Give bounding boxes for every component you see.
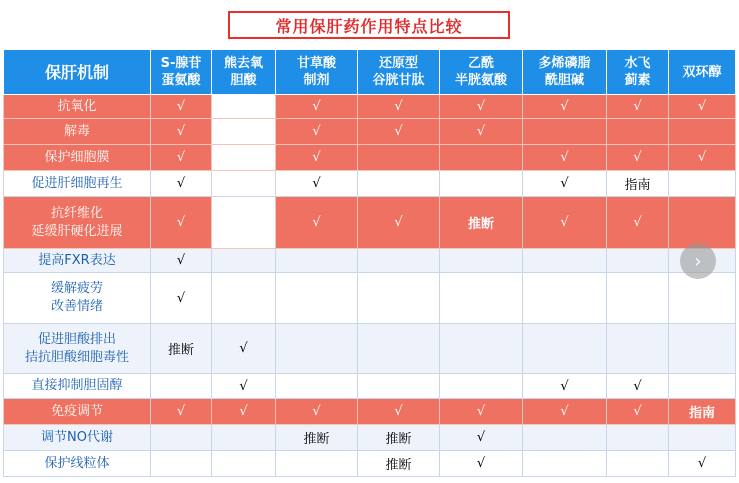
- row-label: [4, 119, 151, 145]
- table-cell: [358, 145, 440, 171]
- table-cell: [440, 171, 523, 197]
- table-cell: [151, 451, 212, 477]
- row-label-line: 促进胆酸排出: [37, 331, 116, 347]
- table-cell: √: [151, 249, 212, 273]
- table-cell: √: [276, 171, 358, 197]
- table-cell: [607, 119, 669, 145]
- table-row: [4, 171, 736, 197]
- table-cell: [358, 171, 440, 197]
- table-cell: √: [212, 324, 276, 374]
- table-cell: [669, 425, 736, 451]
- table-cell: √: [440, 451, 523, 477]
- row-label-line: 解毒: [63, 123, 90, 139]
- table-cell: √: [212, 399, 276, 425]
- table-body: [4, 95, 736, 477]
- row-label-line: 促进肝细胞再生: [31, 175, 123, 191]
- table-cell: √: [523, 197, 607, 249]
- header-col-2-l1: 甘草酸: [296, 56, 336, 71]
- table-cell: √: [151, 197, 212, 249]
- table-row: [4, 273, 736, 324]
- table-cell: [607, 324, 669, 374]
- table-cell: [607, 249, 669, 273]
- table-cell: [212, 451, 276, 477]
- header-col-6-l1: 水飞: [624, 56, 651, 71]
- table-cell: [669, 171, 736, 197]
- row-label: [4, 425, 151, 451]
- table-cell: [358, 374, 440, 399]
- table-cell: √: [212, 374, 276, 399]
- row-label: [4, 145, 151, 171]
- table-cell: 推断: [358, 425, 440, 451]
- header-mechanism: [4, 50, 151, 95]
- table-cell: √: [607, 399, 669, 425]
- page-title: 常用保肝药作用特点比较: [275, 16, 463, 36]
- header-col-4-l2: 半胱氨酸: [454, 73, 507, 88]
- table-cell: [212, 119, 276, 145]
- table-cell: √: [151, 145, 212, 171]
- table-cell: [212, 425, 276, 451]
- header-col-2-l2: 制剂: [303, 73, 330, 88]
- row-label: [4, 399, 151, 425]
- header-col-6-l2: 蓟素: [624, 73, 651, 88]
- table-cell: √: [607, 374, 669, 399]
- table-cell: √: [523, 399, 607, 425]
- table-cell: [523, 425, 607, 451]
- table-row: [4, 374, 736, 399]
- header-col-0: [151, 50, 212, 95]
- table-cell: [212, 273, 276, 324]
- row-label-line: 改善情绪: [50, 299, 103, 314]
- header-col-3-l2: 谷胱甘肽: [372, 73, 425, 88]
- row-label: [4, 324, 151, 374]
- table-cell: [440, 273, 523, 324]
- row-label: [4, 273, 151, 324]
- table-cell: 指南: [607, 171, 669, 197]
- table-cell: √: [151, 95, 212, 119]
- table-cell: √: [440, 95, 523, 119]
- table-cell: [523, 324, 607, 374]
- table-cell: √: [358, 95, 440, 119]
- table-cell: √: [276, 197, 358, 249]
- table-cell: [212, 95, 276, 119]
- header-col-5: [523, 50, 607, 95]
- table-cell: √: [440, 399, 523, 425]
- header-col-3-l1: 还原型: [378, 56, 418, 71]
- table-cell: √: [669, 145, 736, 171]
- table-cell: √: [276, 399, 358, 425]
- table-cell: [212, 249, 276, 273]
- header-col-0-l2: 蛋氨酸: [161, 73, 201, 88]
- table-cell: [440, 249, 523, 273]
- table-cell: √: [523, 145, 607, 171]
- table-cell: [669, 119, 736, 145]
- row-label-line: 调节NO代谢: [41, 429, 113, 445]
- table-cell: √: [523, 171, 607, 197]
- row-label-line: 拮抗胆酸细胞毒性: [24, 349, 129, 365]
- row-label-line: 缓解疲劳: [50, 281, 103, 296]
- table-cell: [607, 451, 669, 477]
- table-cell: √: [607, 145, 669, 171]
- table-cell: √: [607, 95, 669, 119]
- header-row: [4, 50, 736, 95]
- table-cell: √: [523, 95, 607, 119]
- table-row: [4, 95, 736, 119]
- table-cell: [212, 145, 276, 171]
- table-cell: 指南: [669, 399, 736, 425]
- chevron-right-icon: ›: [694, 250, 702, 272]
- table-cell: [440, 145, 523, 171]
- table-cell: √: [276, 95, 358, 119]
- next-slide-button[interactable]: [680, 243, 716, 279]
- table-row: [4, 197, 736, 249]
- table-cell: [358, 273, 440, 324]
- table-row: [4, 399, 736, 425]
- row-label: [4, 171, 151, 197]
- table-cell: [212, 171, 276, 197]
- table-cell: √: [151, 119, 212, 145]
- table-cell: [669, 324, 736, 374]
- header-col-1-l2: 胆酸: [230, 73, 257, 88]
- header-col-5-l1: 多烯磷脂: [538, 56, 591, 71]
- row-label-line: 延缓肝硬化进展: [31, 223, 123, 239]
- row-label: [4, 95, 151, 119]
- table-cell: √: [440, 425, 523, 451]
- table-cell: [151, 425, 212, 451]
- table-cell: 推断: [151, 324, 212, 374]
- table-cell: [523, 249, 607, 273]
- header-col-6: [607, 50, 669, 95]
- row-label: [4, 451, 151, 477]
- row-label-line: 免疫调节: [50, 403, 103, 419]
- header-mechanism-label: 保肝机制: [44, 62, 109, 82]
- table-cell: [440, 324, 523, 374]
- table-row: [4, 451, 736, 477]
- table-cell: [358, 324, 440, 374]
- header-col-1-l1: 熊去氧: [223, 56, 263, 71]
- table-cell: 推断: [440, 197, 523, 249]
- table-cell: √: [276, 145, 358, 171]
- table-cell: √: [358, 399, 440, 425]
- table-cell: [276, 374, 358, 399]
- comparison-table: [3, 49, 736, 477]
- row-label-line: 抗纤维化: [50, 205, 103, 221]
- table-cell: √: [276, 119, 358, 145]
- header-col-3: [358, 50, 440, 95]
- table-cell: √: [151, 273, 212, 324]
- table-cell: [669, 197, 736, 249]
- table-cell: [276, 324, 358, 374]
- table-cell: [669, 374, 736, 399]
- table-cell: [276, 273, 358, 324]
- row-label-line: 抗氧化: [57, 98, 97, 114]
- table-cell: √: [523, 374, 607, 399]
- table-cell: √: [669, 451, 736, 477]
- table-cell: [212, 197, 276, 249]
- table-cell: √: [358, 119, 440, 145]
- header-col-7-l1: 双环醇: [682, 64, 722, 80]
- table-cell: [440, 374, 523, 399]
- table-cell: [607, 425, 669, 451]
- table-cell: [276, 451, 358, 477]
- table-row: [4, 249, 736, 273]
- header-col-4-l1: 乙酰: [467, 56, 494, 71]
- title-box: [228, 11, 510, 39]
- table-cell: [358, 249, 440, 273]
- header-col-2: [276, 50, 358, 95]
- row-label: [4, 197, 151, 249]
- table-cell: [523, 119, 607, 145]
- table-cell: √: [440, 119, 523, 145]
- row-label: [4, 249, 151, 273]
- table-row: [4, 425, 736, 451]
- row-label-line: 直接抑制胆固醇: [31, 378, 123, 393]
- header-col-4: [440, 50, 523, 95]
- table-row: [4, 324, 736, 374]
- table-cell: 推断: [358, 451, 440, 477]
- table-cell: [607, 273, 669, 324]
- table-row: [4, 119, 736, 145]
- table-row: [4, 145, 736, 171]
- table-cell: √: [669, 95, 736, 119]
- header-col-7: [669, 50, 736, 95]
- table-cell: [523, 451, 607, 477]
- header-col-5-l2: 酰胆碱: [544, 73, 584, 88]
- table-cell: [523, 273, 607, 324]
- row-label-line: 提高FXR表达: [38, 252, 116, 268]
- table-cell: √: [151, 171, 212, 197]
- table-cell: √: [607, 197, 669, 249]
- table-cell: [151, 374, 212, 399]
- table-cell: 推断: [276, 425, 358, 451]
- table-cell: √: [151, 399, 212, 425]
- header-col-1: [212, 50, 276, 95]
- row-label-line: 保护线粒体: [44, 455, 110, 471]
- table-cell: [276, 249, 358, 273]
- row-label: [4, 374, 151, 399]
- table-cell: √: [358, 197, 440, 249]
- row-label-line: 保护细胞膜: [44, 149, 110, 165]
- table-cell: [669, 273, 736, 324]
- header-col-0-l1: S-腺苷: [160, 56, 202, 71]
